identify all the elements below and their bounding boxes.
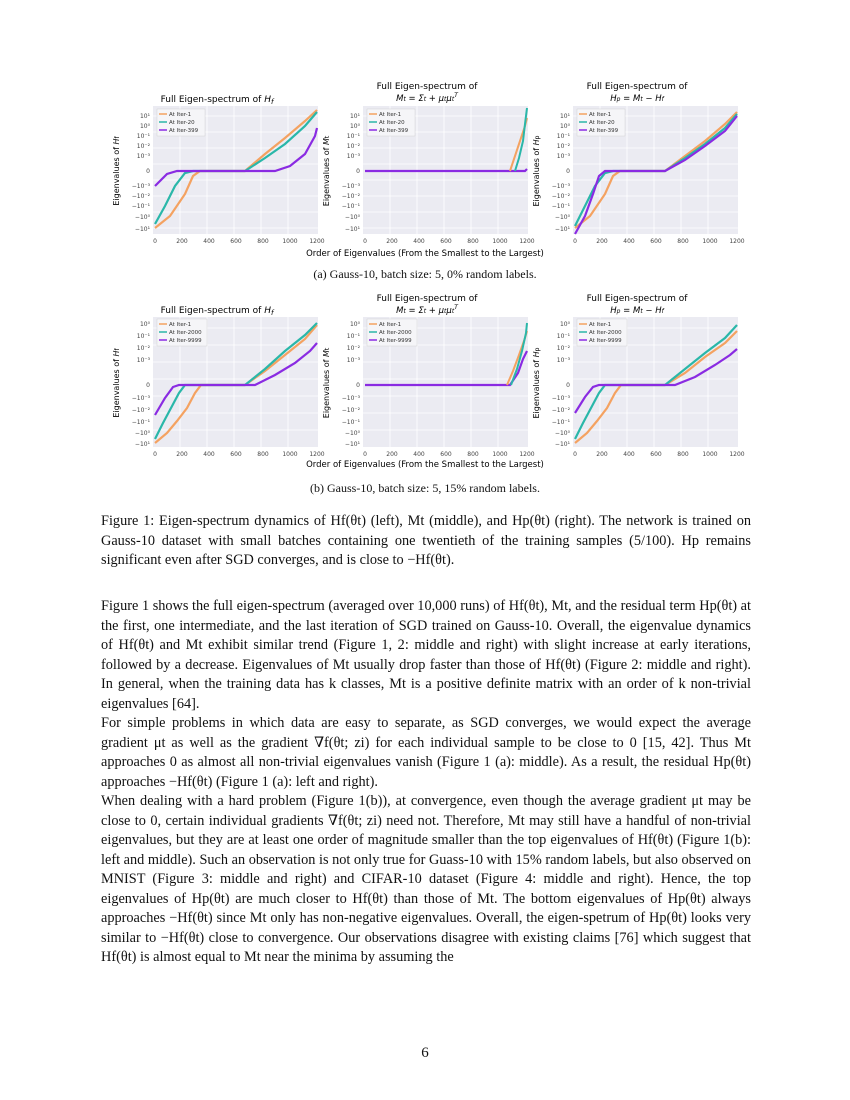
svg-text:1000: 1000 xyxy=(282,451,298,458)
svg-text:10⁻¹: 10⁻¹ xyxy=(136,333,150,340)
svg-text:Full Eigen-spectrum of: Full Eigen-spectrum of xyxy=(376,294,478,304)
svg-text:Full Eigen-spectrum of Hf: Full Eigen-spectrum of $H_f$ xyxy=(160,306,274,317)
svg-text:At Iter-20: At Iter-20 xyxy=(169,120,195,126)
svg-text:At Iter-399: At Iter-399 xyxy=(169,128,199,134)
plot-a2-title: Full Eigen-spectrum of xyxy=(376,82,478,92)
svg-text:400: 400 xyxy=(413,451,425,458)
svg-text:800: 800 xyxy=(467,238,479,245)
svg-text:1200: 1200 xyxy=(309,238,325,245)
figure-b-subcaption: (b) Gauss-10, batch size: 5, 15% random labels. xyxy=(310,481,540,495)
svg-text:−10⁻²: −10⁻² xyxy=(551,193,570,200)
plot-a1-ylabel: Eigenvalues of Hf xyxy=(112,136,121,206)
svg-text:600: 600 xyxy=(650,238,662,245)
svg-text:−10⁰: −10⁰ xyxy=(554,214,570,221)
svg-text:0: 0 xyxy=(356,382,360,389)
svg-text:−10⁻³: −10⁻³ xyxy=(131,183,150,190)
svg-text:10⁻¹: 10⁻¹ xyxy=(346,133,360,140)
figure-b-panels xyxy=(105,293,745,475)
svg-text:1000: 1000 xyxy=(492,238,508,245)
svg-text:At Iter-2000: At Iter-2000 xyxy=(379,330,412,336)
svg-text:400: 400 xyxy=(203,238,215,245)
page-number: 6 xyxy=(421,1045,429,1061)
svg-text:At Iter-1: At Iter-1 xyxy=(589,322,612,328)
svg-text:−10⁻²: −10⁻² xyxy=(131,193,150,200)
svg-text:−10⁻³: −10⁻³ xyxy=(341,395,360,402)
svg-text:200: 200 xyxy=(386,451,398,458)
svg-text:At Iter-1: At Iter-1 xyxy=(379,322,402,328)
svg-text:10⁻¹: 10⁻¹ xyxy=(556,333,570,340)
svg-text:800: 800 xyxy=(677,451,689,458)
svg-text:10⁻¹: 10⁻¹ xyxy=(556,133,570,140)
svg-text:0: 0 xyxy=(566,168,570,175)
svg-text:0: 0 xyxy=(356,168,360,175)
svg-text:1000: 1000 xyxy=(282,238,298,245)
svg-text:−10⁰: −10⁰ xyxy=(134,430,150,437)
svg-text:At Iter-1: At Iter-1 xyxy=(379,112,402,118)
svg-text:200: 200 xyxy=(596,451,608,458)
svg-text:−10⁰: −10⁰ xyxy=(554,430,570,437)
svg-text:−10⁰: −10⁰ xyxy=(344,430,360,437)
svg-text:200: 200 xyxy=(596,238,608,245)
svg-text:At Iter-1: At Iter-1 xyxy=(169,322,192,328)
svg-text:At Iter-20: At Iter-20 xyxy=(589,120,615,126)
svg-text:1000: 1000 xyxy=(702,238,718,245)
svg-text:10⁰: 10⁰ xyxy=(349,123,360,130)
svg-text:800: 800 xyxy=(257,238,269,245)
svg-text:10⁰: 10⁰ xyxy=(559,123,570,130)
figure-a-subcaption: (a) Gauss-10, batch size: 5, 0% random labels. xyxy=(313,267,537,281)
paragraph-2: For simple problems in which data are easy to separate, as SGD converges, we would expect the average gradient μt as well as the gradient ∇f(θt; zi) for each individual sample to be close to 0 [15, 42]. Thus Mt approaches 0 as almost all non-trivial eigenvalues vanish (Figure 1 (a): middle). As a result, the residual Hp(θt) approaches −Hf(θt) (Figure 1 (a): left and right). xyxy=(101,715,751,790)
svg-text:10⁻³: 10⁻³ xyxy=(346,153,360,160)
svg-text:1000: 1000 xyxy=(702,451,718,458)
svg-text:Mt = Σt + μtμtT: Mt = Σt + μtμt$^T$ xyxy=(396,92,458,104)
svg-text:Hp = Mt − Hf: Hp = Mt − Hf xyxy=(610,94,664,104)
svg-text:Eigenvalues of Hp: Eigenvalues of Hp xyxy=(532,347,541,419)
svg-text:0: 0 xyxy=(566,382,570,389)
svg-text:10⁻³: 10⁻³ xyxy=(556,357,570,364)
svg-text:−10¹: −10¹ xyxy=(344,226,360,233)
svg-text:At Iter-2000: At Iter-2000 xyxy=(169,330,202,336)
svg-text:10⁻³: 10⁻³ xyxy=(346,357,360,364)
svg-text:10⁻²: 10⁻² xyxy=(136,345,150,352)
svg-text:10⁻²: 10⁻² xyxy=(346,143,360,150)
svg-text:1200: 1200 xyxy=(729,238,745,245)
svg-text:−10¹: −10¹ xyxy=(344,441,360,448)
figure-b-xlabel: Order of Eigenvalues (From the Smallest to the Largest) xyxy=(306,460,544,470)
svg-text:10⁻²: 10⁻² xyxy=(136,143,150,150)
svg-text:10⁰: 10⁰ xyxy=(139,123,150,130)
svg-text:200: 200 xyxy=(176,238,188,245)
svg-text:At Iter-399: At Iter-399 xyxy=(589,128,619,134)
svg-text:1200: 1200 xyxy=(519,238,535,245)
svg-text:Eigenvalues of Mt: Eigenvalues of Mt xyxy=(322,135,331,207)
svg-text:800: 800 xyxy=(467,451,479,458)
svg-text:0: 0 xyxy=(146,382,150,389)
svg-text:400: 400 xyxy=(623,238,635,245)
figure-a-panels xyxy=(105,76,745,266)
svg-text:−10⁻²: −10⁻² xyxy=(551,407,570,414)
svg-text:1200: 1200 xyxy=(729,451,745,458)
svg-text:0: 0 xyxy=(153,238,157,245)
svg-text:−10⁻²: −10⁻² xyxy=(341,407,360,414)
svg-text:At Iter-9999: At Iter-9999 xyxy=(169,338,202,344)
figure-a-xlabel: Order of Eigenvalues (From the Smallest to the Largest) xyxy=(306,249,544,259)
svg-text:10⁻³: 10⁻³ xyxy=(556,153,570,160)
svg-text:−10⁻²: −10⁻² xyxy=(131,407,150,414)
svg-text:10⁰: 10⁰ xyxy=(139,321,150,328)
svg-text:0: 0 xyxy=(153,451,157,458)
svg-text:800: 800 xyxy=(257,451,269,458)
svg-text:At Iter-9999: At Iter-9999 xyxy=(379,338,412,344)
svg-text:600: 600 xyxy=(440,238,452,245)
svg-text:−10¹: −10¹ xyxy=(134,226,150,233)
svg-text:−10¹: −10¹ xyxy=(554,441,570,448)
svg-text:−10⁰: −10⁰ xyxy=(134,214,150,221)
svg-text:600: 600 xyxy=(440,451,452,458)
svg-text:At Iter-1: At Iter-1 xyxy=(589,112,612,118)
svg-text:0: 0 xyxy=(573,451,577,458)
figure-caption: Figure 1: Eigen-spectrum dynamics of Hf(θt) (left), Mt (middle), and Hp(θt) (right). The network is trained on Gauss-10 dataset with small batches containing one twentieth of the training samples (5/100). Hp remains significant even after SGD converges, and is close to −Hf(θt). xyxy=(101,513,751,568)
svg-text:−10⁻¹: −10⁻¹ xyxy=(551,419,570,426)
svg-text:−10⁰: −10⁰ xyxy=(344,214,360,221)
svg-text:1200: 1200 xyxy=(519,451,535,458)
svg-text:0: 0 xyxy=(573,238,577,245)
svg-text:400: 400 xyxy=(413,238,425,245)
svg-text:800: 800 xyxy=(677,238,689,245)
svg-text:400: 400 xyxy=(623,451,635,458)
svg-text:Eigenvalues of Mt: Eigenvalues of Mt xyxy=(322,347,331,419)
svg-text:0: 0 xyxy=(363,451,367,458)
svg-text:10⁻¹: 10⁻¹ xyxy=(136,133,150,140)
svg-text:At Iter-1: At Iter-1 xyxy=(169,112,192,118)
svg-text:−10⁻³: −10⁻³ xyxy=(341,183,360,190)
svg-text:−10⁻²: −10⁻² xyxy=(341,193,360,200)
svg-text:1200: 1200 xyxy=(309,451,325,458)
svg-text:−10⁻³: −10⁻³ xyxy=(551,183,570,190)
svg-text:600: 600 xyxy=(230,238,242,245)
svg-text:−10⁻³: −10⁻³ xyxy=(131,395,150,402)
svg-text:1000: 1000 xyxy=(492,451,508,458)
svg-text:−10⁻³: −10⁻³ xyxy=(551,395,570,402)
svg-text:Hp = Mt − Hf: Hp = Mt − Hf xyxy=(610,306,664,316)
svg-text:10⁻²: 10⁻² xyxy=(556,143,570,150)
plot-a1-title: Full Eigen-spectrum of $H_f$ xyxy=(160,95,274,106)
svg-text:At Iter-399: At Iter-399 xyxy=(379,128,409,134)
svg-text:10¹: 10¹ xyxy=(349,113,360,120)
svg-text:−10⁻¹: −10⁻¹ xyxy=(551,203,570,210)
svg-text:−10⁻¹: −10⁻¹ xyxy=(131,419,150,426)
svg-text:−10⁻¹: −10⁻¹ xyxy=(341,419,360,426)
svg-text:At Iter-20: At Iter-20 xyxy=(379,120,405,126)
svg-text:Mt = Σt + μtμtT: Mt = Σt + μtμt$^T$ xyxy=(396,304,458,316)
svg-text:−10¹: −10¹ xyxy=(134,441,150,448)
svg-text:10⁻²: 10⁻² xyxy=(556,345,570,352)
svg-text:Eigenvalues of Hp: Eigenvalues of Hp xyxy=(532,135,541,207)
svg-text:−10⁻¹: −10⁻¹ xyxy=(131,203,150,210)
svg-text:200: 200 xyxy=(386,238,398,245)
svg-text:10⁰: 10⁰ xyxy=(559,321,570,328)
svg-text:10⁻²: 10⁻² xyxy=(346,345,360,352)
svg-text:200: 200 xyxy=(176,451,188,458)
svg-text:−10¹: −10¹ xyxy=(554,226,570,233)
svg-text:10⁻¹: 10⁻¹ xyxy=(346,333,360,340)
svg-text:Full Eigen-spectrum of: Full Eigen-spectrum of xyxy=(586,294,688,304)
svg-text:Eigenvalues of Hf: Eigenvalues of Hf xyxy=(112,348,121,418)
svg-text:400: 400 xyxy=(203,451,215,458)
svg-text:10¹: 10¹ xyxy=(559,113,570,120)
svg-text:10¹: 10¹ xyxy=(139,113,150,120)
svg-text:10⁻³: 10⁻³ xyxy=(136,357,150,364)
svg-text:−10⁻¹: −10⁻¹ xyxy=(341,203,360,210)
svg-text:0: 0 xyxy=(146,168,150,175)
plot-a3-title: Full Eigen-spectrum of xyxy=(586,82,688,92)
svg-text:600: 600 xyxy=(230,451,242,458)
svg-text:At Iter-2000: At Iter-2000 xyxy=(589,330,622,336)
paragraph-1: Figure 1 shows the full eigen-spectrum (averaged over 10,000 runs) of Hf(θt), Mt, and the residual term Hp(θt) at the first, one intermediate, and the last iteration of SGD trained on Gauss-10. Overall, the eigenvalue dynamics of Hf(θt) and Mt exhibit similar trend (Figure 1, 2: middle and right) with slight increase at early iterations, followed by a decrease. Eigenvalues of Mt usually drop faster than those of Hf(θt) (Figure 2: middle and right). In general, when the training data has k classes, Mt is a positive definite matrix with an order of k non-trivial eigenvalues [64]. xyxy=(101,598,751,712)
svg-text:10⁰: 10⁰ xyxy=(349,321,360,328)
paragraph-3: When dealing with a hard problem (Figure 1(b)), at convergence, even though the average gradient μt may be close to 0, certain individual gradients ∇f(θt; zi) need not. Therefore, Mt may still have a handful of non-trivial eigenvalues, but they are at least one order of magnitude smaller than the top eigenvalues of Hf(θt) (Figure 1(b): left and middle). Such an observation is not only true for Guass-10 with 15% random labels, but also observed on MNIST (Figure 3: middle and right) and CIFAR-10 dataset (Figure 4: middle and right). Hence, the top eigenvalues of Hp(θt) are much closer to Hf(θt) than those of Mt. The bottom eigenvalues of Hp(θt) always approaches −Hf(θt) since Mt only has non-negative eigenvalues. Overall, the eigen-spetrum of Hp(θt) looks very similar to −Hf(θt) close to convergence. Our observations disagree with existing claims [76] which suggest that Hf(θt) is almost equal to Mt near the minima by assuming the xyxy=(101,793,751,965)
svg-text:10⁻³: 10⁻³ xyxy=(136,153,150,160)
svg-text:600: 600 xyxy=(650,451,662,458)
svg-text:At Iter-9999: At Iter-9999 xyxy=(589,338,622,344)
svg-text:0: 0 xyxy=(363,238,367,245)
